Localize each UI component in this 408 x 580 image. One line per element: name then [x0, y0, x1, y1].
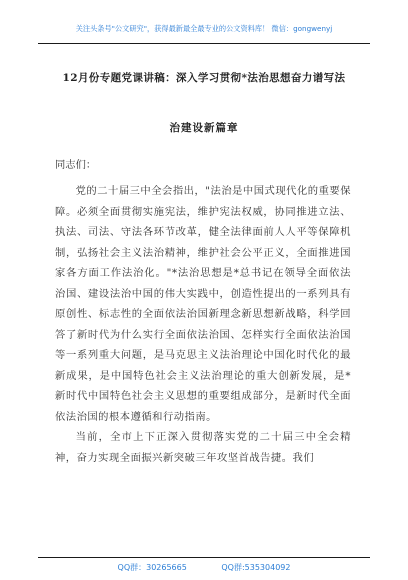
paragraph-1: 党的二十届三中全会指出，"法治是中国式现代化的重要保障。必须全面贯彻实施宪法，维护宪法权威，协同推进立法、执法、司法、守法各环节改革，健全法律面前人人平等保障机制，弘扬社会主义法治精神，维护社会公平正义，全面推进国家各方面工作法治化。"*法治思想是*总书记在领导全面依法治国、建设法治中国的伟大实践中，创造性提出的一系列具有原创性、标志性的全面依法治国新理念新思想新战略，科学回答了新时代为什么实行全面依法治国、怎样实行全面依法治国等一系列重大问题，是马克思主义法治理论中国化时代化的最新成果，是中国特色社会主义法治理论的重大创新发展，是*新时代中国特色社会主义思想的重要组成部分，是新时代全面依法治国的根本遵循和行动指南。 [55, 185, 351, 423]
paragraph-2: 当前，全市上下正深入贯彻落实党的二十届三中全会精神，奋力实现全面振兴新突破三年攻坚首战告捷。我们 [55, 431, 351, 464]
header-promo-text: 关注头条号"公文研究"，获得最新最全最专业的公文资料库！ 微信：gongwenyj [75, 24, 333, 33]
footer-divider [38, 557, 370, 558]
document-body [55, 158, 351, 468]
salutation: 同志们： [55, 159, 97, 171]
document-title-line-1: 12月份专题党课讲稿：深入学习贯彻*法治思想奋力谱写法 [62, 72, 346, 84]
footer-qq-group-2: QQ群:535304092 [221, 563, 291, 572]
document-title-line-2: 治建设新篇章 [169, 122, 239, 134]
page-footer [0, 562, 408, 573]
footer-qq-group-1: QQ群：30265665 [117, 563, 187, 572]
page-header [0, 0, 408, 34]
header-divider [38, 43, 370, 44]
